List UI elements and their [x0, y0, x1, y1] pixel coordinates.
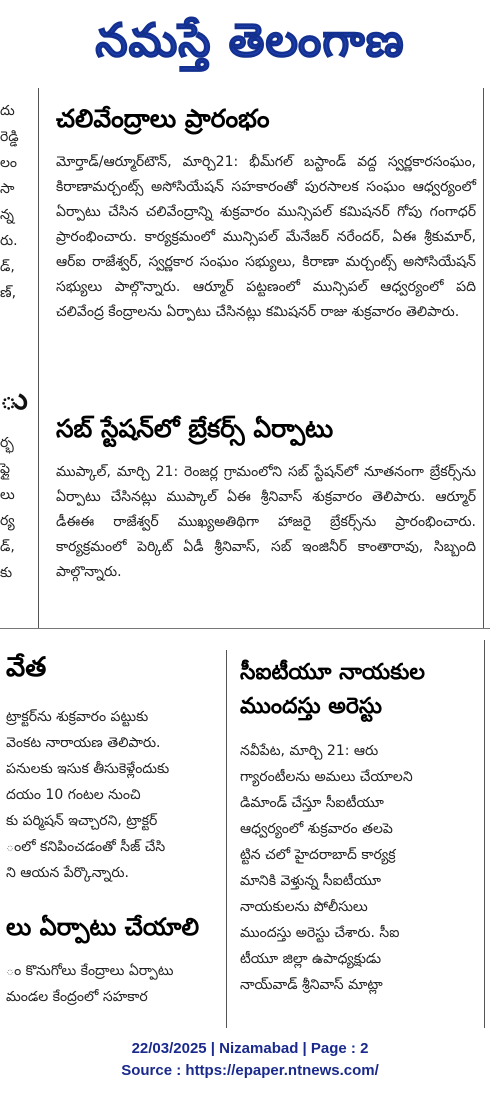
- article-line: ముందస్తు అరెస్టు చేశారు. సీఐ: [240, 925, 400, 941]
- column-divider-left: [38, 88, 39, 628]
- fragment-line: సా: [0, 181, 15, 197]
- left-column-fragments-middle: [0, 430, 28, 586]
- footer-source-link[interactable]: Source : https://epaper.ntnews.com/: [121, 1062, 379, 1079]
- article-line: ని ఆయన పేర్కొన్నారు.: [6, 865, 129, 881]
- newspaper-masthead: [0, 0, 500, 90]
- article-body-tractor-seized: [6, 704, 218, 886]
- article-body-citu-arrest: [240, 738, 478, 1028]
- fragment-line: లు: [0, 487, 15, 503]
- fragment-line: లం: [0, 155, 18, 171]
- fragment-line: డ్,: [0, 539, 15, 555]
- article-line: డిమాండ్ చేస్తూ సీఐటీయూ: [240, 795, 384, 811]
- article-line: ట్టిన చలో హైదరాబాద్ కార్యక్ర: [240, 847, 396, 863]
- masthead-title: నమస్తే తెలంగాణ: [95, 13, 405, 67]
- fragment-line: ర్య: [0, 513, 15, 529]
- fragment-line: రు.: [0, 233, 18, 249]
- column-divider-right: [483, 88, 484, 628]
- headline-line: సీఐటీయూ నాయకుల: [240, 660, 425, 685]
- article-line: కు పర్మిషన్ ఇచ్చారని, ట్రాక్టర్: [6, 813, 158, 829]
- section-divider: [0, 628, 490, 629]
- article-line: మానికి వెళ్తున్న సీఐటీయూ: [240, 873, 381, 889]
- article-line: నాయ్‌వాడ్ శ్రీనివాస్ మాట్లా: [240, 977, 383, 993]
- article-body-purchase-centers: [6, 958, 218, 1020]
- headline-line: ముందస్తు అరెస్టు: [240, 694, 382, 720]
- article-line: మండల కేంద్రంలో సహకార: [6, 989, 148, 1005]
- article-line: గ్యారంటీలను అమలు చేయాలని: [240, 769, 413, 785]
- left-column-fragments-top: [0, 98, 28, 306]
- article-line: ంలో కనిపించడంతో సీజ్ చేసి: [6, 839, 166, 855]
- fragment-line: న్న: [0, 207, 14, 223]
- article-line: నవీపేట, మార్చి 21: ఆరు: [240, 743, 379, 759]
- article-line: ట్రాక్టర్‌ను శుక్రవారం పట్టుకు: [6, 709, 149, 725]
- article-line: ఆధ్వర్యంలో శుక్రవారం తలపె: [240, 821, 393, 837]
- article-headline-tractor-seized: వేత: [6, 652, 47, 683]
- footer-date-edition: 22/03/2025 | Nizamabad | Page : 2: [131, 1040, 369, 1057]
- column-divider-bottom-right: [484, 640, 485, 1028]
- fragment-line: రెడ్డి: [0, 129, 19, 145]
- article-headline-citu-arrest: [240, 660, 480, 721]
- fragment-line: ణ్,: [0, 285, 17, 301]
- fragment-line: డ్,: [0, 259, 15, 275]
- article-line: ం కొనుగోలు కేంద్రాలు ఏర్పాటు: [6, 963, 174, 979]
- fragment-line: ఫ్లై: [0, 461, 10, 477]
- article-headline-water-booths: చలివేంద్రాలు ప్రారంభం: [56, 104, 270, 133]
- article-body-water-booths: మోర్తాడ్/ఆర్మూర్‌టౌన్, మార్చి21: భీమ్‌గల్ బస్టాండ్ వద్ద స్వర్ణకారసంఘం, కిరాణామర్చంట్స్ అసోసియేషన్ సహకారంతో పురసాలక సంఘం ఆధ్వర్యంలో ఏర్పాటు చేసిన చలివేంద్రాన్ని శుక్రవారం మున్సిపల్ కమిషనర్ గోపు గంగాధర్ ప్రారంభించారు. కార్యక్రమంలో మున్సిపల్ మేనేజర్ నరేందర్, ఏఈ శ్రీకుమార్, ఆర్ఐ రాజేశ్వర్, స్వర్ణకార సంఘం సభ్యులు, కిరాణా మర్చంట్స్ అసోసియేషన్ సభ్యులు పాల్గొన్నారు. ఆర్మూర్ పట్టణంలో మున్సిపల్ ఆధ్వర్యంలో పది చలివేంద్ర కేంద్రాలను ఏర్పాటు చేసినట్లు కమిషనర్ రాజు శుక్రవారం తెలిపారు.: [56, 154, 476, 320]
- article-line: వెంకట నారాయణ తెలిపారు.: [6, 735, 161, 751]
- left-heading-fragment: ు: [0, 382, 28, 417]
- fragment-line: దు: [0, 103, 15, 119]
- fragment-line: కు: [0, 565, 13, 581]
- article-headline-purchase-centers: లు ఏర్పాటు చేయాలి: [6, 913, 200, 941]
- column-divider-bottom: [226, 650, 227, 1028]
- article-line: పనులకు ఇసుక తీసుకెళ్లేందుకు: [6, 761, 170, 777]
- article-line: దయం 10 గంటల నుంచి: [6, 787, 141, 803]
- article-line: నాయకులను పోలీసులు: [240, 899, 368, 915]
- fragment-line: ర్భ: [0, 435, 14, 451]
- article-body-substation-breakers: ముప్కాల్, మార్చి 21: రెంజర్ల గ్రామంలోని సబ్ స్టేషన్‌లో నూతనంగా బ్రేకర్స్‌ను ఏర్పాటు చేసినట్లు ముప్కాల్ ఏఈ శ్రీనివాస్ శుక్రవారం తెలిపారు. ఆర్మూర్ డీఈఈ రాజేశ్వర్ ముఖ్యఅతిథిగా హాజరై బ్రేకర్స్‌ను ప్రారంభించారు. కార్యక్రమంలో పెర్కిట్ ఏడీ శ్రీనివాస్, సబ్ ఇంజినీర్ కాంతారావు, సిబ్బంది పాల్గొన్నారు.: [56, 464, 476, 580]
- article-line: టీయూ జిల్లా ఉపాధ్యక్షుడు: [240, 951, 382, 967]
- article-headline-substation-breakers: సబ్ స్టేషన్‌లో బ్రేకర్స్ ఏర్పాటు: [56, 414, 334, 443]
